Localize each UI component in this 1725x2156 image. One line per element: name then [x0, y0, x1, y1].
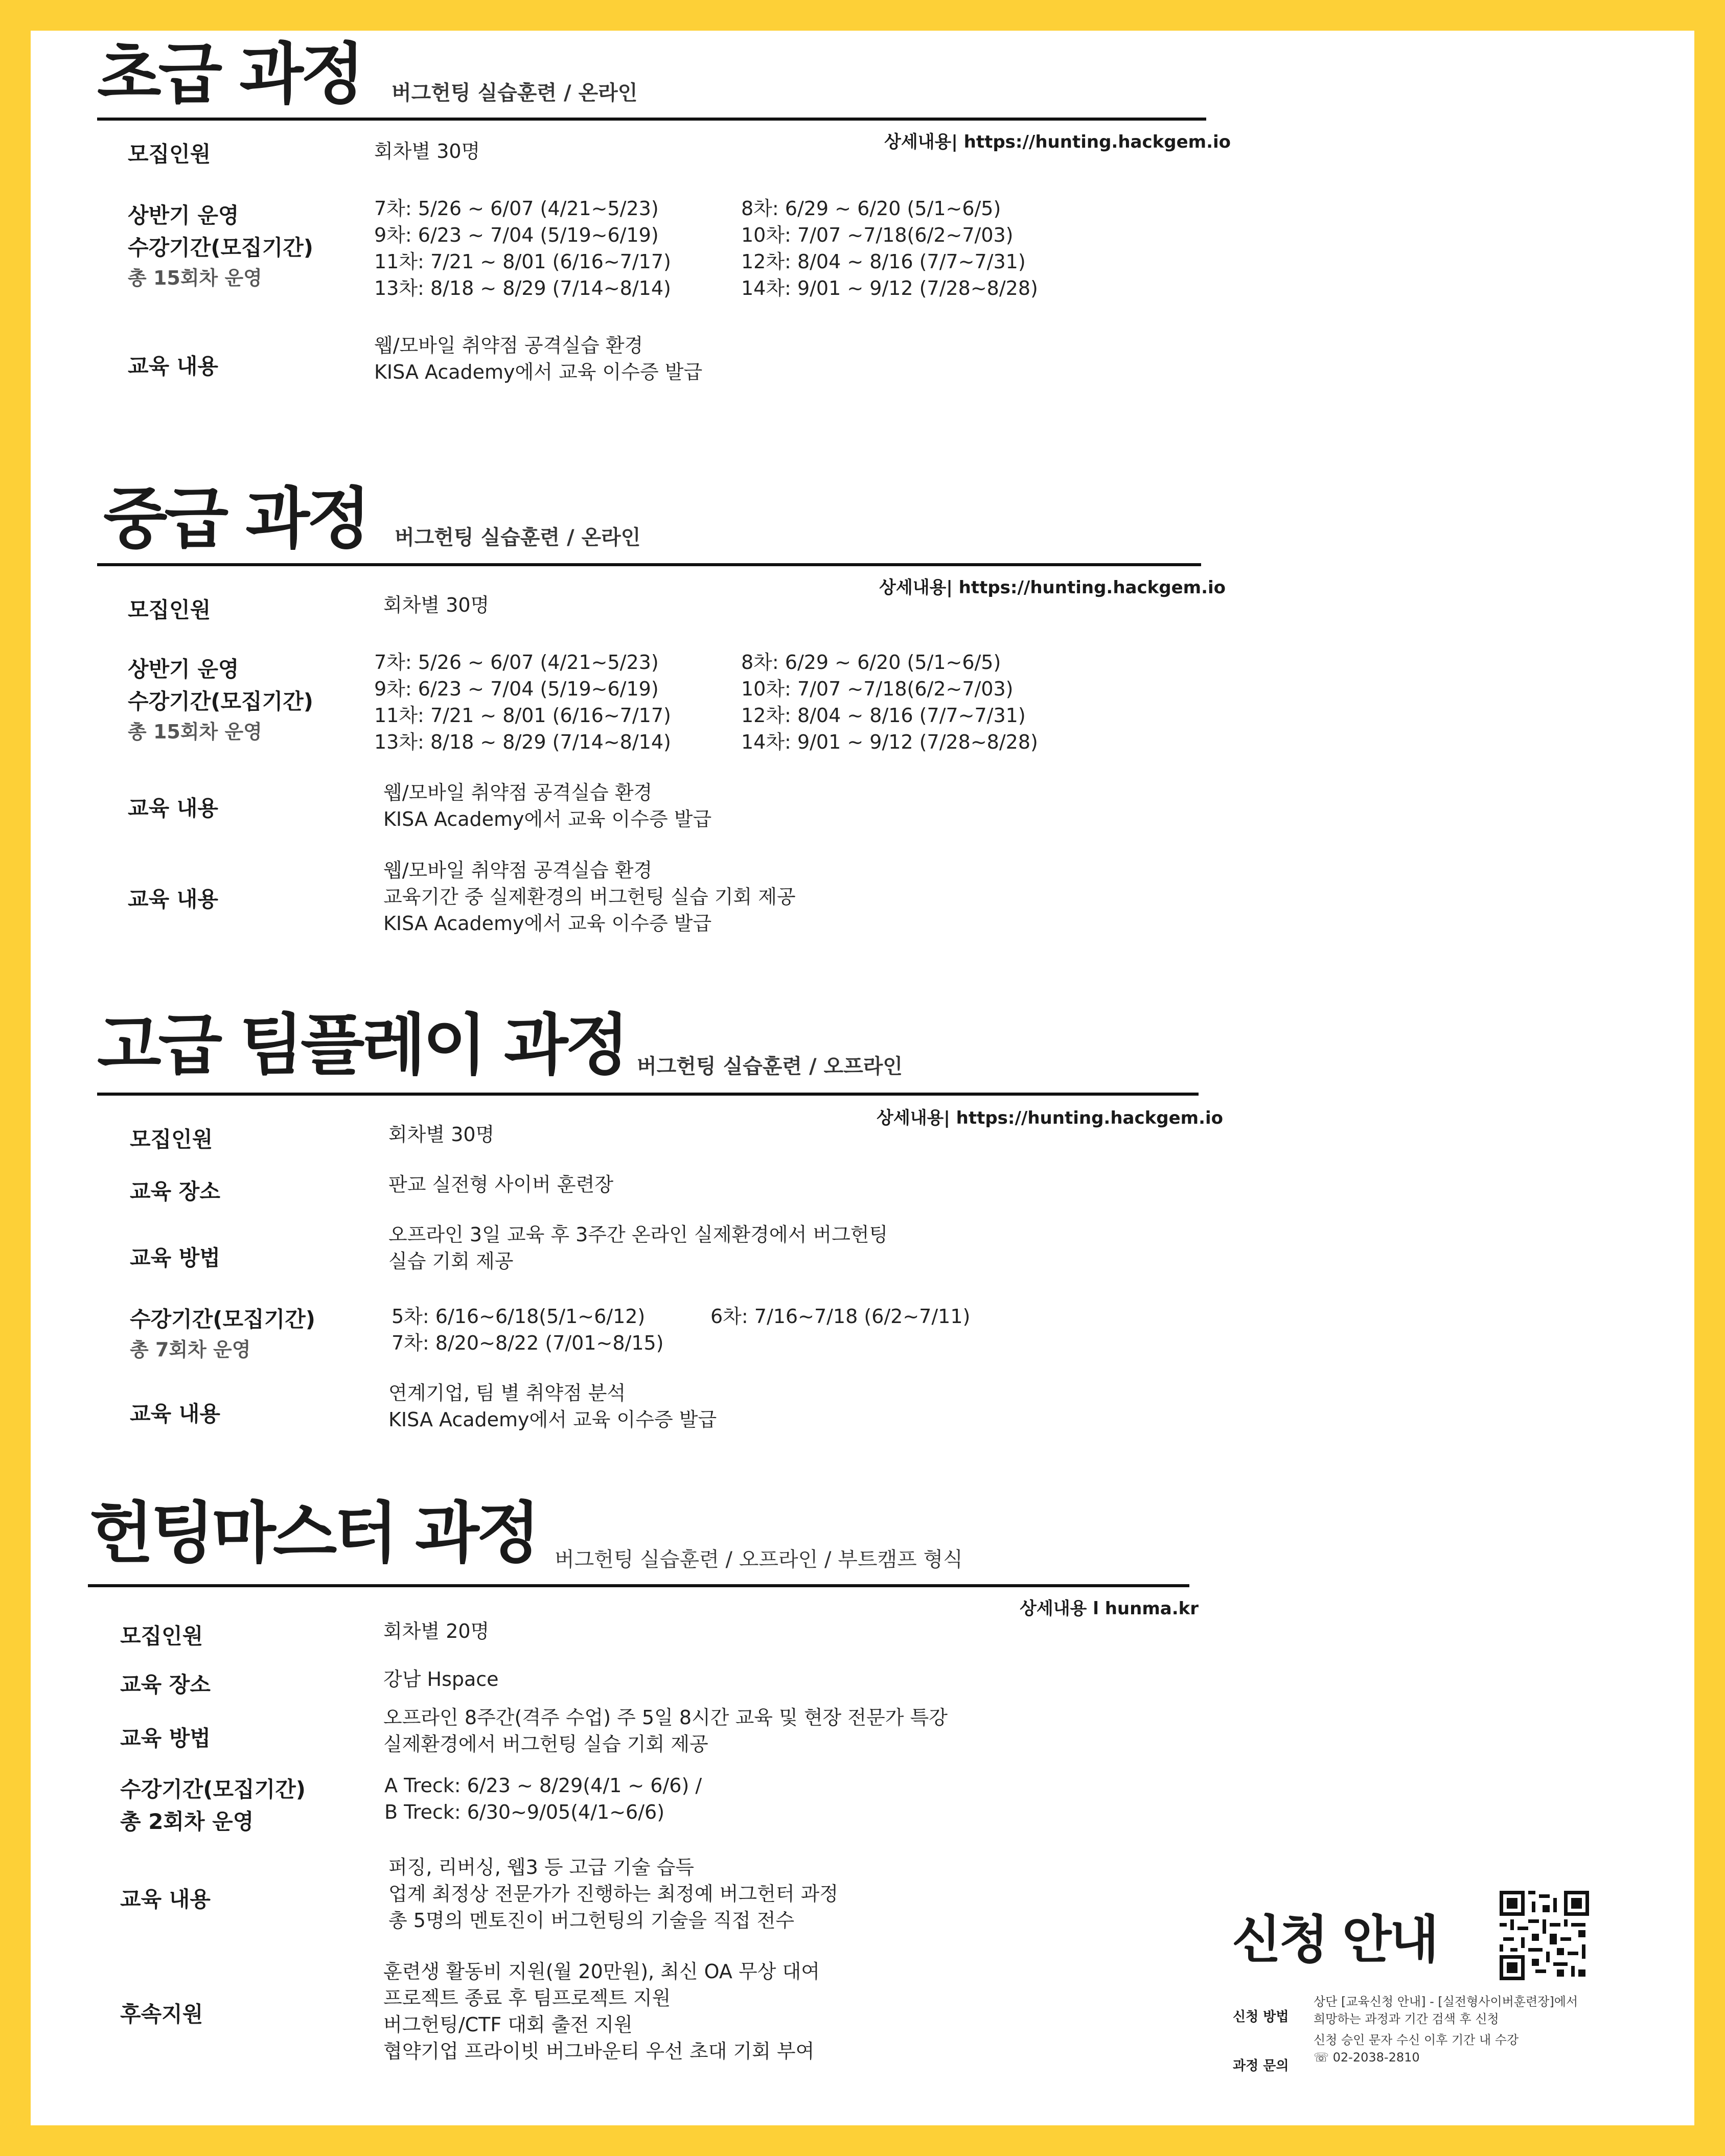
- method-label: 교육 방법: [130, 1245, 220, 1270]
- method-lines: 오프라인 8주간(격주 수업) 주 5일 8시간 교육 및 현장 전문가 특강 실제환경에서 버그헌팅 실습 기회 제공: [383, 1706, 948, 1755]
- apply-inquiry-label: 과정 문의: [1233, 2058, 1289, 2074]
- schedule-left: 7차: 5/26 ~ 6/07 (4/21~5/23) 9차: 6/23 ~ 7/04 (5/19~6/19) 11차: 7/21 ~ 8/01 (6/16~7/17) 13차: 8/18 ~ 8/29 (7/14~8/14): [374, 651, 671, 753]
- period-label-3: 총 15회차 운영: [128, 267, 262, 289]
- support-lines: 훈련생 활동비 지원(월 20만원), 최신 OA 무상 대여 프로젝트 종료 후 팀프로젝트 지원 버그헌팅/CTF 대회 출전 지원 협약기업 프라이빗 버그바운티 우선 초대 기회 부여: [383, 1960, 820, 2062]
- content-label: 교육 내용: [128, 354, 218, 379]
- period-label-group: 수강기간(모집기간) 총 2회차 운영: [120, 1777, 306, 1834]
- detail-link[interactable]: 상세내용| https://hunting.hackgem.io: [879, 577, 1226, 598]
- section-advanced-subtitle: 버그헌팅 실습훈련 / 오프라인: [637, 1055, 903, 1078]
- recruit-label: 모집인원: [128, 142, 211, 167]
- schedule-item: 10차: 7/07 ~7/18(6/2~7/03): [741, 224, 1014, 246]
- section-divider: [97, 563, 1201, 566]
- section-master-title: 헌팅마스터 과정: [89, 1494, 538, 1572]
- schedule-item: 8차: 6/29 ~ 6/20 (5/1~6/5): [741, 197, 1001, 220]
- method-lines: 오프라인 3일 교육 후 3주간 온라인 실제환경에서 버그헌팅 실습 기회 제공: [388, 1223, 888, 1272]
- recruit-value: 회차별 30명: [383, 594, 490, 616]
- qr-code-icon[interactable]: [1500, 1891, 1589, 1980]
- schedule-right: 6차: 7/16~7/18 (6/2~7/11): [710, 1305, 971, 1328]
- content-label: 교육 내용: [120, 1887, 211, 1912]
- content-lines: 웹/모바일 취약점 공격실습 환경 KISA Academy에서 교육 이수증 발급: [383, 781, 712, 830]
- section-beginner-title: 초급 과정: [97, 35, 362, 113]
- period-label-group: [128, 199, 313, 293]
- schedule-right: 8차: 6/29 ~ 6/20 (5/1~6/5) 10차: 7/07 ~7/18(6/2~7/03) 12차: 8/04 ~ 8/16 (7/7~7/31) 14차: 9/01 ~ 9/12 (7/28~8/28): [741, 651, 1038, 753]
- period-label-group: 수강기간(모집기간) 총 7회차 운영: [130, 1307, 315, 1361]
- schedule-item: 13차: 8/18 ~ 8/29 (7/14~8/14): [374, 277, 671, 299]
- apply-title: 신청 안내: [1232, 1910, 1437, 1969]
- period-label-1: 상반기 운영: [128, 203, 239, 228]
- detail-link[interactable]: 상세내용| https://hunting.hackgem.io: [884, 132, 1231, 152]
- section-intermediate-title: 중급 과정: [103, 480, 368, 558]
- place-label: 교육 장소: [130, 1179, 220, 1204]
- section-beginner-subtitle: 버그헌팅 실습훈련 / 온라인: [392, 81, 638, 105]
- brochure-page: [31, 31, 1694, 2125]
- recruit-label: 모집인원: [128, 597, 211, 622]
- schedule-lines: A Treck: 6/23 ~ 8/29(4/1 ~ 6/6) / B Treck: 6/30~9/05(4/1~6/6): [384, 1774, 702, 1823]
- content-lines: 웹/모바일 취약점 공격실습 환경 KISA Academy에서 교육 이수증 발급: [374, 334, 703, 383]
- place-value: 판교 실전형 사이버 훈련장: [388, 1173, 614, 1196]
- place-value: 강남 Hspace: [383, 1668, 499, 1690]
- content-lines-2: 웹/모바일 취약점 공격실습 환경 교육기간 중 실제환경의 버그헌팅 실습 기회 제공 KISA Academy에서 교육 이수증 발급: [383, 859, 796, 935]
- section-master-subtitle: 버그헌팅 실습훈련 / 오프라인 / 부트캠프 형식: [555, 1548, 963, 1571]
- content-label-2: 교육 내용: [128, 887, 218, 912]
- schedule-right: [741, 195, 1038, 302]
- apply-inquiry-lines: 신청 승인 문자 수신 이후 기간 내 수강 ☏ 02-2038-2810: [1314, 2031, 1519, 2066]
- schedule-left: 5차: 6/16~6/18(5/1~6/12) 7차: 8/20~8/22 (7/01~8/15): [392, 1305, 664, 1354]
- schedule-item: 14차: 9/01 ~ 9/12 (7/28~8/28): [741, 277, 1038, 299]
- period-label-group: 상반기 운영 수강기간(모집기간) 총 15회차 운영: [128, 657, 313, 743]
- method-label: 교육 방법: [120, 1726, 211, 1751]
- recruit-value: 회차별 30명: [388, 1123, 495, 1146]
- schedule-item: 9차: 6/23 ~ 7/04 (5/19~6/19): [374, 224, 659, 246]
- place-label: 교육 장소: [120, 1672, 211, 1697]
- schedule-left: [374, 195, 671, 302]
- recruit-label: 모집인원: [120, 1624, 203, 1649]
- section-divider: [97, 1093, 1199, 1096]
- apply-method-label: 신청 방법: [1233, 2009, 1289, 2025]
- detail-link[interactable]: 상세내용 l hunma.kr: [1020, 1598, 1199, 1619]
- content-lines: 퍼징, 리버싱, 웹3 등 고급 기술 습득 업계 최정상 전문가가 진행하는 최정예 버그헌터 과정 총 5명의 멘토진이 버그헌팅의 기술을 직접 전수: [388, 1856, 839, 1932]
- recruit-value: 회차별 30명: [374, 140, 480, 163]
- content-label: 교육 내용: [128, 796, 218, 821]
- section-advanced-title: 고급 팀플레이 과정: [97, 1006, 627, 1084]
- period-label-2: 수강기간(모집기간): [128, 235, 313, 260]
- support-label: 후속지원: [120, 2002, 203, 2027]
- schedule-item: 11차: 7/21 ~ 8/01 (6/16~7/17): [374, 250, 671, 273]
- phone-number[interactable]: ☏ 02-2038-2810: [1314, 2050, 1420, 2065]
- recruit-value: 회차별 20명: [383, 1620, 490, 1642]
- schedule-item: 7차: 5/26 ~ 6/07 (4/21~5/23): [374, 197, 659, 220]
- content-label: 교육 내용: [130, 1401, 220, 1426]
- section-intermediate-subtitle: 버그헌팅 실습훈련 / 온라인: [395, 526, 641, 549]
- section-divider: [97, 118, 1206, 121]
- schedule-item: 12차: 8/04 ~ 8/16 (7/7~7/31): [741, 250, 1026, 273]
- recruit-label: 모집인원: [130, 1127, 213, 1152]
- apply-method-lines: 상단 [교육신청 안내] - [실전형사이버훈련장]에서 희망하는 과정과 기간 검색 후 신청: [1314, 1995, 1578, 2026]
- content-lines: 연계기업, 팀 별 취약점 분석 KISA Academy에서 교육 이수증 발급: [388, 1382, 717, 1431]
- section-divider: [88, 1584, 1189, 1587]
- detail-link[interactable]: 상세내용| https://hunting.hackgem.io: [877, 1108, 1223, 1128]
